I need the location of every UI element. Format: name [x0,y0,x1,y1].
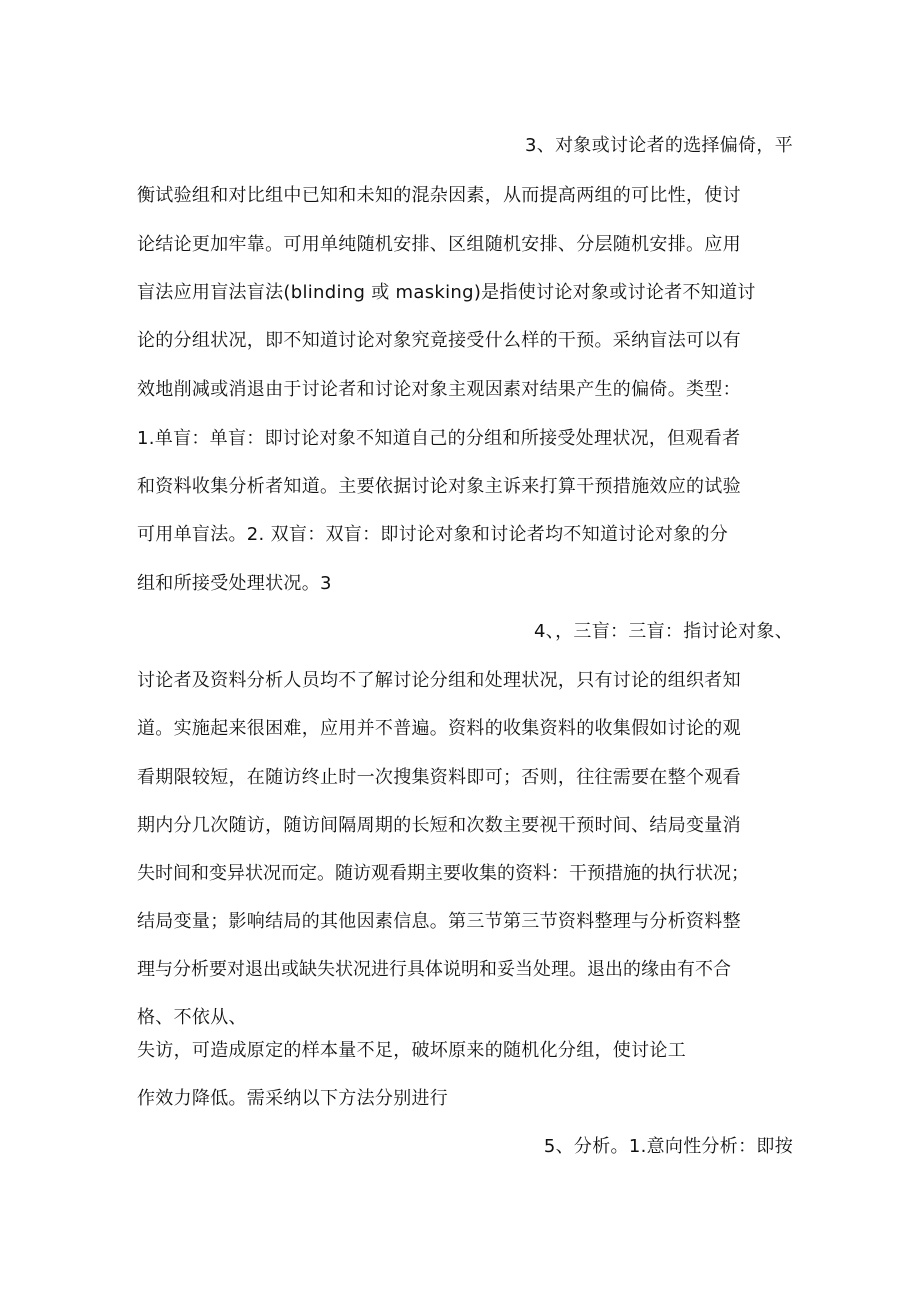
text-line: 论结论更加牢靠。可用单纯随机安排、区组随机安排、分层随机安排。应用 [137,234,741,255]
text-line: 1.单盲：单盲：即讨论对象不知道自己的分组和所接受处理状况，但观看者 [137,428,741,449]
text-line: 4、，三盲：三盲：指讨论对象、 [534,621,793,642]
text-line: 衡试验组和对比组中已知和未知的混杂因素，从而提高两组的可比性，使讨 [137,185,741,206]
text-line: 3、对象或讨论者的选择偏倚，平 [525,135,793,156]
text-line: 5、分析。1.意向性分析：即按 [543,1136,793,1157]
text-line: 作效力降低。需采纳以下方法分别进行 [137,1088,449,1109]
text-line: 看期限较短，在随访终止时一次搜集资料即可；否则，往往需要在整个观看 [137,767,741,788]
text-line: 效地削减或消退由于讨论者和讨论对象主观因素对结果产生的偏倚。类型： [137,379,741,400]
text-line: 期内分几次随访，随访间隔周期的长短和次数主要视干预时间、结局变量消 [137,815,741,836]
text-line: 失时间和变异状况而定。随访观看期主要收集的资料：干预措施的执行状况； [137,863,749,884]
text-line: 盲法应用盲法盲法(blinding 或 masking)是指使讨论对象或讨论者不知道讨 [137,282,756,303]
text-line: 和资料收集分析者知道。主要依据讨论对象主诉来打算干预措施效应的试验 [137,476,741,497]
text-line: 论的分组状况，即不知道讨论对象究竟接受什么样的干预。采纳盲法可以有 [137,330,741,351]
text-line: 可用单盲法。2. 双盲：双盲：即讨论对象和讨论者均不知道讨论对象的分 [137,524,729,545]
text-line: 理与分析要对退出或缺失状况进行具体说明和妥当处理。退出的缘由有不合 [137,959,731,980]
text-line: 结局变量；影响结局的其他因素信息。第三节第三节资料整理与分析资料整 [137,911,741,932]
text-line: 组和所接受处理状况。3 [137,573,332,594]
text-line: 道。实施起来很困难，应用并不普遍。资料的收集资料的收集假如讨论的观 [137,718,741,739]
text-line: 失访，可造成原定的样本量不足，破坏原来的随机化分组，使讨论工 [137,1040,686,1061]
text-line: 讨论者及资料分析人员均不了解讨论分组和处理状况，只有讨论的组织者知 [137,670,741,691]
text-line: 格、不依从、 [137,1007,247,1028]
